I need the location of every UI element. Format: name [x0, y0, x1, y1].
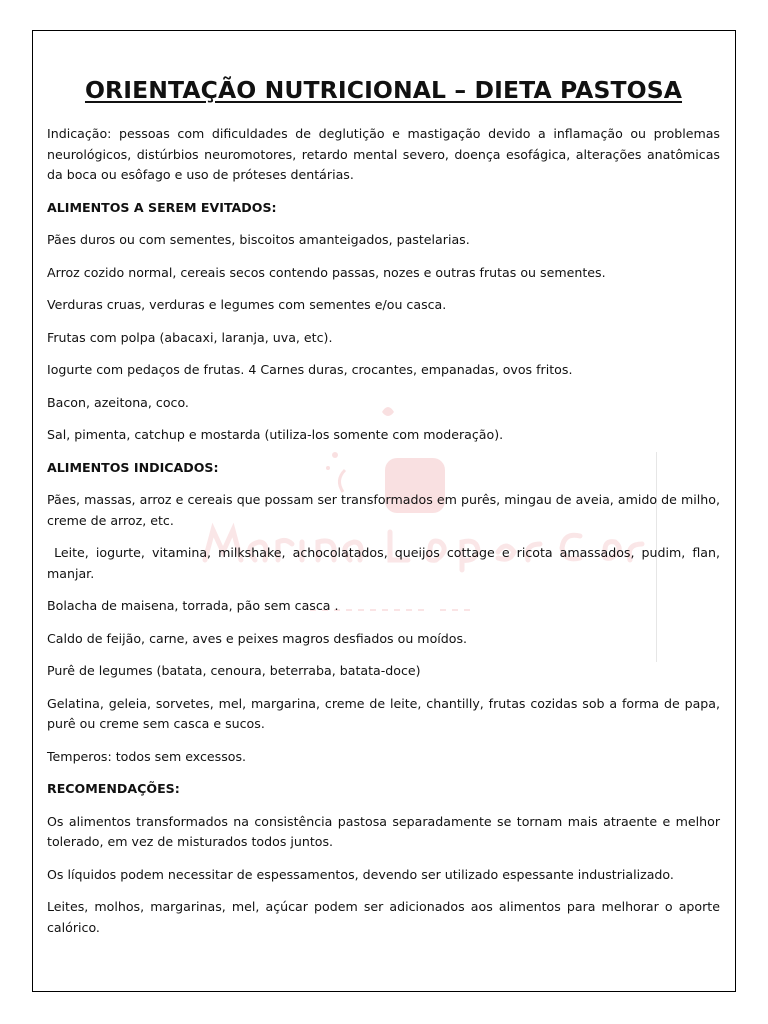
avoid-heading: ALIMENTOS A SEREM EVITADOS:: [47, 199, 277, 215]
indicated-item: Caldo de feijão, carne, aves e peixes magros desfiados ou moídos.: [47, 630, 468, 646]
indicated-item: Purê de legumes (batata, cenoura, beterraba, batata-doce): [47, 663, 421, 678]
indicated-item: Pães, massas, arroz e cereais que possam ser transformados em purês, mingau de aveia, amido de milho, creme de arroz, etc.: [47, 492, 720, 528]
indicated-heading: ALIMENTOS INDICADOS:: [47, 459, 219, 475]
avoid-item: Frutas com polpa (abacaxi, laranja, uva, etc).: [47, 329, 333, 345]
recommendation-item: Os líquidos podem necessitar de espessamentos, devendo ser utilizado espessante industrializado.: [47, 866, 674, 882]
avoid-item: Pães duros ou com sementes, biscoitos amanteigados, pastelarias.: [47, 232, 470, 247]
document-title: ORIENTAÇÃO NUTRICIONAL – DIETA PASTOSA: [84, 76, 683, 104]
indicated-item: Bolacha de maisena, torrada, pão sem casca .: [47, 598, 339, 613]
avoid-item: Sal, pimenta, catchup e mostarda (utiliza-los somente com moderação).: [47, 427, 504, 442]
document-body: [47, 70, 725, 950]
avoid-item: Arroz cozido normal, cereais secos contendo passas, nozes e outras frutas ou sementes.: [47, 264, 606, 280]
recommendation-item: Leites, molhos, margarinas, mel, açúcar podem ser adicionados aos alimentos para melhorar o aporte calórico.: [47, 899, 720, 935]
indication-paragraph: Indicação: pessoas com dificuldades de deglutição e mastigação devido a inflamação ou problemas neurológicos, distúrbios neuromotores, retardo mental severo, doença esofágica, alterações anatômicas da boca ou esôfago e uso de próteses dentárias.: [47, 126, 720, 182]
indicated-item: Leite, iogurte, vitamina, milkshake, achocolatados, queijos cottage e ricota amassados, pudim, flan, manjar.: [47, 545, 725, 581]
avoid-item: Verduras cruas, verduras e legumes com sementes e/ou casca.: [47, 297, 447, 312]
recommendation-item: Os alimentos transformados na consistência pastosa separadamente se tornam mais atraente e melhor tolerado, em vez de misturados todos juntos.: [47, 813, 720, 849]
avoid-item: Bacon, azeitona, coco.: [47, 394, 189, 410]
recommendations-heading: RECOMENDAÇÕES:: [47, 781, 180, 796]
indicated-item: Temperos: todos sem excessos.: [47, 748, 247, 764]
avoid-item: Iogurte com pedaços de frutas. 4 Carnes duras, crocantes, empanadas, ovos fritos.: [47, 362, 573, 377]
indicated-item: Gelatina, geleia, sorvetes, mel, margarina, creme de leite, chantilly, frutas cozidas sob a forma de papa, purê ou creme sem casca e sucos.: [47, 695, 720, 731]
